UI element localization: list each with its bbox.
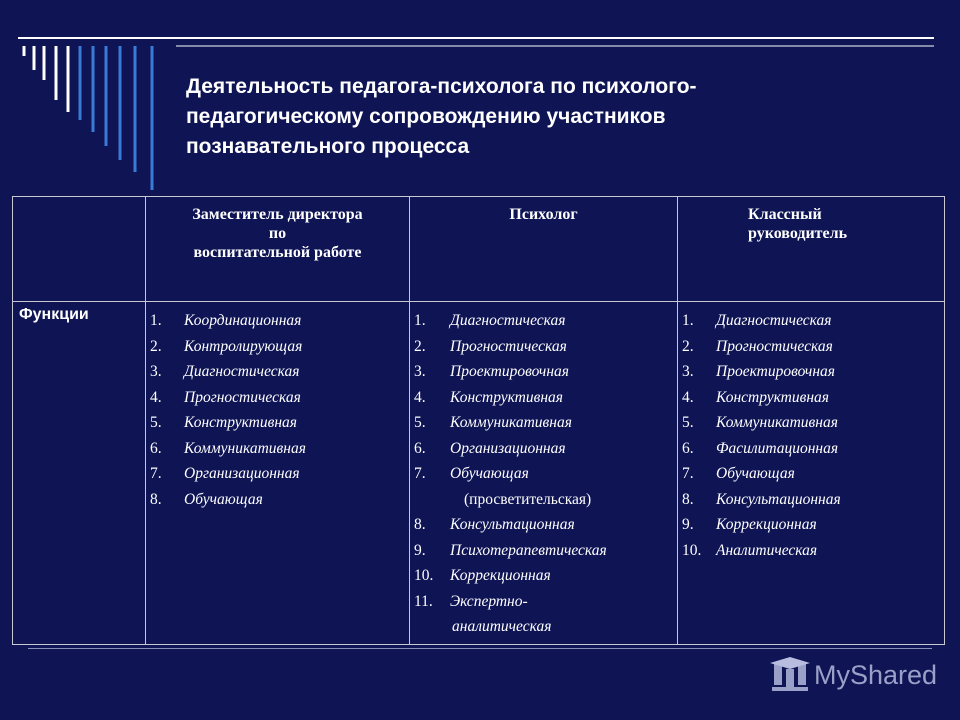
item-text: Прогностическая [716,337,833,355]
list-item [414,334,673,360]
item-number: 2. [150,337,162,355]
header-line: Психолог [509,206,578,223]
item-number: 10. [682,541,702,559]
item-text: Обучающая [450,465,529,482]
header-deputy-director [146,197,410,302]
title-line: Деятельность педагога-психолога по психолого- [186,75,697,98]
item-text: Прогностическая [450,337,567,355]
item-text: Диагностическая [184,363,300,380]
list-item [682,461,940,487]
deputy-functions-cell [146,302,410,645]
list-item [682,487,940,513]
item-text: Контролирующая [184,337,303,355]
list-item [682,538,940,564]
header-line: Заместитель директора [192,206,363,223]
header-line: руководитель [748,225,848,242]
item-number: 6. [414,439,426,457]
item-number: 1. [150,312,162,329]
list-item: аналитическая [452,618,552,635]
item-number: 7. [414,465,426,482]
deputy-functions-list [150,308,405,512]
item-number: 5. [414,414,426,431]
item-text: Аналитическая [716,541,818,559]
item-text: Организационная [450,439,566,457]
watermark-text: MyShared [814,659,938,690]
item-number: 4. [682,388,694,406]
item-text: Проектировочная [450,363,569,380]
item-number: 4. [150,388,162,406]
teacher-functions-list [682,308,940,563]
title-line: познавательного процесса [186,135,470,158]
item-text: Конструктивная [184,414,298,431]
item-number: 1. [414,312,426,329]
item-text: Конструктивная [716,388,830,406]
list-item [414,359,673,385]
row-label-functions: Функции [13,302,146,645]
psychologist-functions-cell [410,302,678,645]
list-item [682,308,940,334]
header-class-teacher [678,197,945,302]
list-item [150,334,405,360]
item-number: 7. [150,465,162,482]
list-item [150,436,405,462]
item-text: Обучающая [184,490,263,508]
list-item [414,410,673,436]
functions-table [12,196,945,645]
slide-title [186,72,906,162]
item-number: 3. [150,363,162,380]
item-text: Прогностическая [184,388,301,406]
item-text: Коррекционная [450,567,551,584]
psychologist-functions-list [414,308,673,640]
list-item [414,385,673,411]
list-item [150,385,405,411]
table-row [13,302,945,645]
item-number: 4. [414,388,426,406]
item-number: 2. [414,337,426,355]
list-item: (просветительская) [464,490,592,508]
list-item [682,436,940,462]
list-item [414,308,673,334]
list-item [682,385,940,411]
item-text: Проектировочная [716,363,835,380]
item-number: 8. [150,490,162,508]
item-text: Фасилитационная [716,439,839,457]
item-text: Координационная [184,312,302,329]
item-text: Диагностическая [716,312,832,329]
item-text: Консультационная [450,516,575,533]
list-item [682,512,940,538]
item-number: 8. [414,516,426,533]
list-item [414,436,673,462]
item-text: Конструктивная [450,388,564,406]
header-line: по [268,225,287,242]
item-number: 5. [682,414,694,431]
item-number: 11. [414,592,433,610]
item-text: Психотерапевтическая [450,541,607,559]
item-number: 9. [414,541,426,559]
list-item [150,461,405,487]
item-number: 3. [414,363,426,380]
header-line: Классный [748,206,822,223]
item-text: Диагностическая [450,312,566,329]
title-line: педагогическому сопровождению участников [186,105,666,128]
item-number: 10. [414,567,434,584]
item-text: Коммуникативная [184,439,306,457]
list-item [682,334,940,360]
item-number: 6. [150,439,162,457]
list-item [414,512,673,538]
teacher-functions-cell [678,302,945,645]
list-item [414,538,673,564]
list-item [682,359,940,385]
header-empty-cell [13,197,146,302]
watermark-logo [768,655,937,695]
list-item [414,461,673,487]
item-text: Обучающая [716,465,795,482]
table-header-row [13,197,945,302]
item-number: 1. [682,312,694,329]
item-number: 9. [682,516,694,533]
item-number: 7. [682,465,694,482]
item-number: 5. [150,414,162,431]
list-item [414,563,673,589]
item-text: Коррекционная [716,516,817,533]
list-item [150,410,405,436]
mortarboard-icon [768,655,812,695]
header-psychologist [410,197,678,302]
list-item [150,487,405,513]
item-text: Экспертно- [450,592,528,610]
list-item [150,359,405,385]
list-item [414,589,673,615]
item-text: Коммуникативная [450,414,572,431]
item-number: 2. [682,337,694,355]
list-item [150,308,405,334]
list-item [682,410,940,436]
bottom-divider [28,648,932,649]
item-text: Консультационная [716,490,841,508]
item-number: 3. [682,363,694,380]
header-line: воспитательной работе [193,244,362,261]
item-text: Организационная [184,465,300,482]
item-number: 6. [682,439,694,457]
item-number: 8. [682,490,694,508]
item-text: Коммуникативная [716,414,838,431]
